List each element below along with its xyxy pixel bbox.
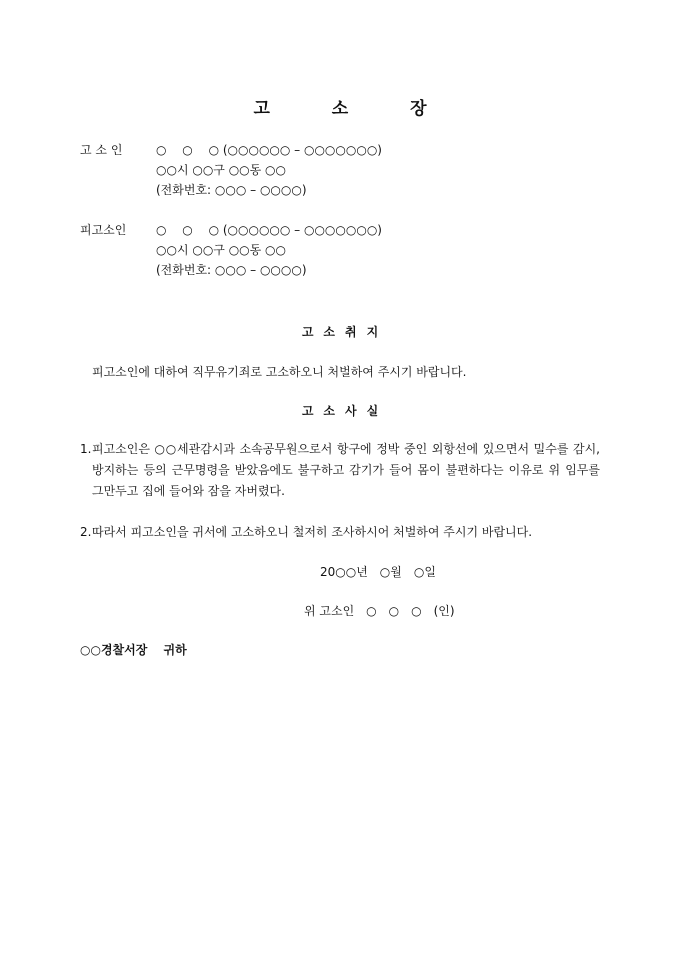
defendant-phone: (전화번호: ○○○ – ○○○○)	[156, 263, 307, 277]
filing-date: 20○○년 ○월 ○일	[320, 565, 436, 579]
complainant-signature: 위 고소인 ○ ○ ○ (인)	[304, 604, 455, 618]
complainant-address-row	[80, 160, 640, 180]
fact-text: 따라서 피고소인을 귀서에 고소하오니 철저히 조사하시어 처벌하여 주시기 바랍니다.	[92, 525, 533, 539]
facts-heading: 고소사실	[301, 404, 389, 418]
defendant-block	[80, 220, 640, 280]
complainant-phone: (전화번호: ○○○ – ○○○○)	[156, 183, 307, 197]
defendant-address: ○○시 ○○구 ○○동 ○○	[156, 243, 286, 257]
defendant-name-row	[80, 220, 640, 240]
defendant-name: ○ ○ ○ (○○○○○○ – ○○○○○○○)	[156, 223, 382, 237]
complainant-label: 고 소 인	[80, 143, 123, 157]
fact-number: 2.	[80, 525, 92, 539]
fact-number: 1.	[80, 442, 92, 456]
fact-text: 피고소인은 ○○세관감시과 소속공무원으로서 항구에 정박 중인 외항선에 있으면서 밀수를 감시, 방지하는 등의 근무명령을 받았음에도 불구하고 감기가 들어 몸이 불편하다는 이유로 위 임무를 그만두고 집에 들어와 잠을 자버렸다.	[92, 442, 600, 498]
fact-item	[80, 439, 600, 502]
defendant-phone-row	[80, 260, 640, 280]
complainant-block	[80, 140, 640, 200]
complainant-address: ○○시 ○○구 ○○동 ○○	[156, 163, 286, 177]
defendant-label: 피고소인	[80, 223, 127, 237]
purpose-heading: 고소취지	[301, 325, 389, 339]
complainant-name: ○ ○ ○ (○○○○○○ – ○○○○○○○)	[156, 143, 382, 157]
complainant-phone-row	[80, 180, 640, 200]
document-title: 고 소 장	[253, 99, 455, 119]
addressee: ○○경찰서장 귀하	[80, 643, 187, 657]
defendant-address-row	[80, 240, 640, 260]
fact-item	[80, 522, 600, 543]
complainant-name-row	[80, 140, 640, 160]
purpose-text: 피고소인에 대하여 직무유기죄로 고소하오니 처벌하여 주시기 바랍니다.	[92, 365, 467, 379]
